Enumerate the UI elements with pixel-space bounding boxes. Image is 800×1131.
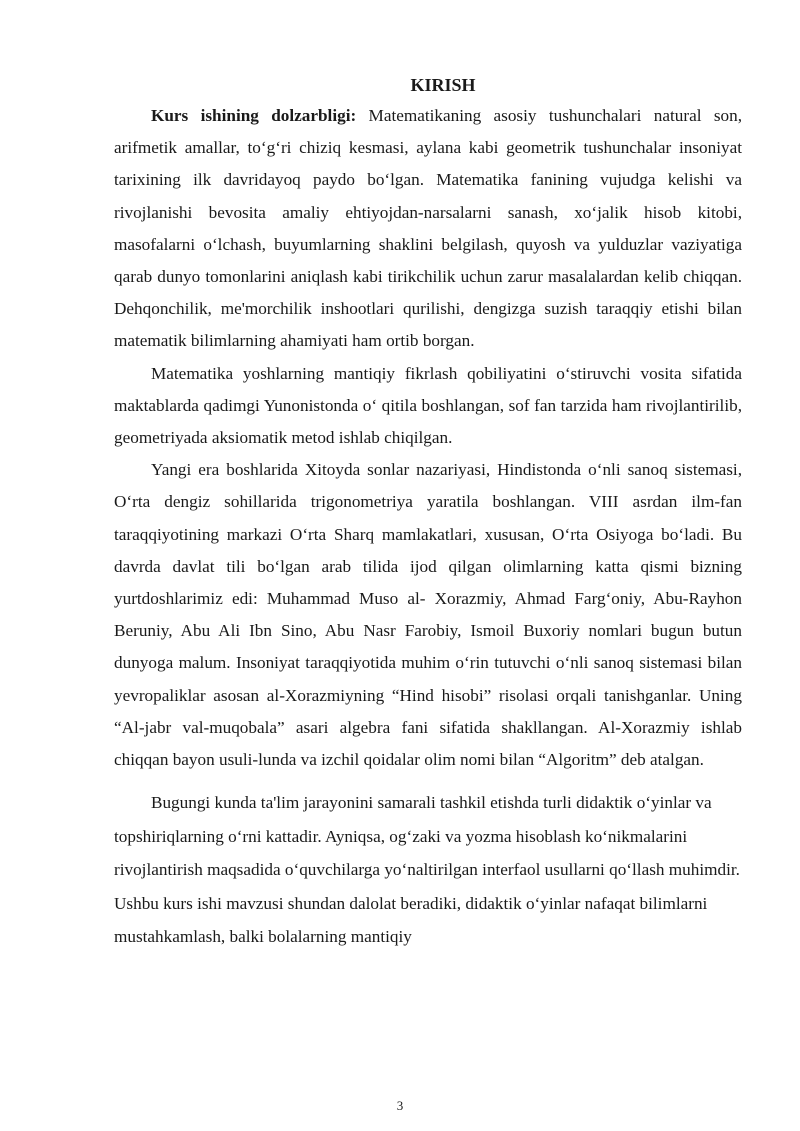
paragraph-didactic: Bugungi kunda ta'lim jarayonini samarali tashkil etishda turli didaktik o‘yinlar va topshiriqlarning o‘rni kattadir. Ayniqsa, og‘zaki va yozma hisoblash ko‘nikmalarini rivojlantirish maqsadida o‘quvchilarga yo‘naltirilgan interfaol usullarni qo‘llash muhimdir. Ushbu kurs ishi mavzusi shundan dalolat beradiki, didaktik o‘yinlar nafaqat bilimlarni mustahkamlash, balki bolalarning mantiqiy <box>114 793 740 947</box>
paragraph-relevance <box>114 100 742 358</box>
page-number: 3 <box>396 1098 404 1113</box>
section-title: KIRISH <box>410 75 476 95</box>
document-page <box>114 70 742 954</box>
paragraph-greece: Matematika yoshlarning mantiqiy fikrlash qobiliyatini o‘stiruvchi vosita sifatida maktablarda qadimgi Yunonistonda o‘ qitila boshlangan, sof fan tarzida ham rivojlantirilib, geometriyada aksiomatik metod ishlab chiqilgan. <box>114 363 742 448</box>
paragraph-history: Yangi era boshlarida Xitoyda sonlar nazariyasi, Hindistonda o‘nli sanoq sistemasi, O‘rta dengiz sohillarida trigonometriya yaratila boshlangan. VIII asrdan ilm-fan taraqqiyotining markazi O‘rta Sharq mamlakatlari, xususan, O‘rta Osiyoga bo‘ladi. Bu davrda davlat tili bo‘lgan arab tilida ijod qilgan olimlarning katta qismi bizning yurtdoshlarimiz edi: Muhammad Muso al- Xorazmiy, Ahmad Farg‘oniy, Abu-Rayhon Beruniy, Abu Ali Ibn Sino, Abu Nasr Farobiy, Ismoil Buxoriy nomlari bugun butun dunyoga malum. Insoniyat taraqqiyotida muhim o‘rin tutuvchi o‘nli sanoq sistemasi bilan yevropaliklar asosan al-Xorazmiyning “Hind hisobi” risolasi orqali tanishganlar. Uning “Al-jabr val-muqobala” asari algebra fani sifatida shakllangan. Al-Xorazmiy ishlab chiqqan bayon usuli-lunda va izchil qoidalar olim nomi bilan “Algoritm” deb atalgan. <box>114 460 742 770</box>
paragraph-lead: Kurs ishining dolzarbligi: <box>151 106 357 125</box>
paragraph-text: Matematikaning asosiy tushunchalari natural son, arifmetik amallar, to‘g‘ri chiziq kesmasi, aylana kabi geometrik tushunchalar insoniyat tarixining ilk davridayoq paydo bo‘lgan. Matematika fanining vujudga kelishi va rivojlanishi bevosita amaliy ehtiyojdan-narsalarni sanash, xo‘jalik hisob kitobi, masofalarni o‘lchash, buyumlarning shaklini belgilash, quyosh va yulduzlar vaziyatiga qarab dunyo tomonlarini aniqlash kabi tirikchilik uchun zarur masalalardan kelib chiqqan. Dehqonchilik, me'morchilik inshootlari qurilishi, dengizga suzish taraqqiy etishi bilan matematik bilimlarning ahamiyati ham ortib borgan. <box>114 106 742 351</box>
